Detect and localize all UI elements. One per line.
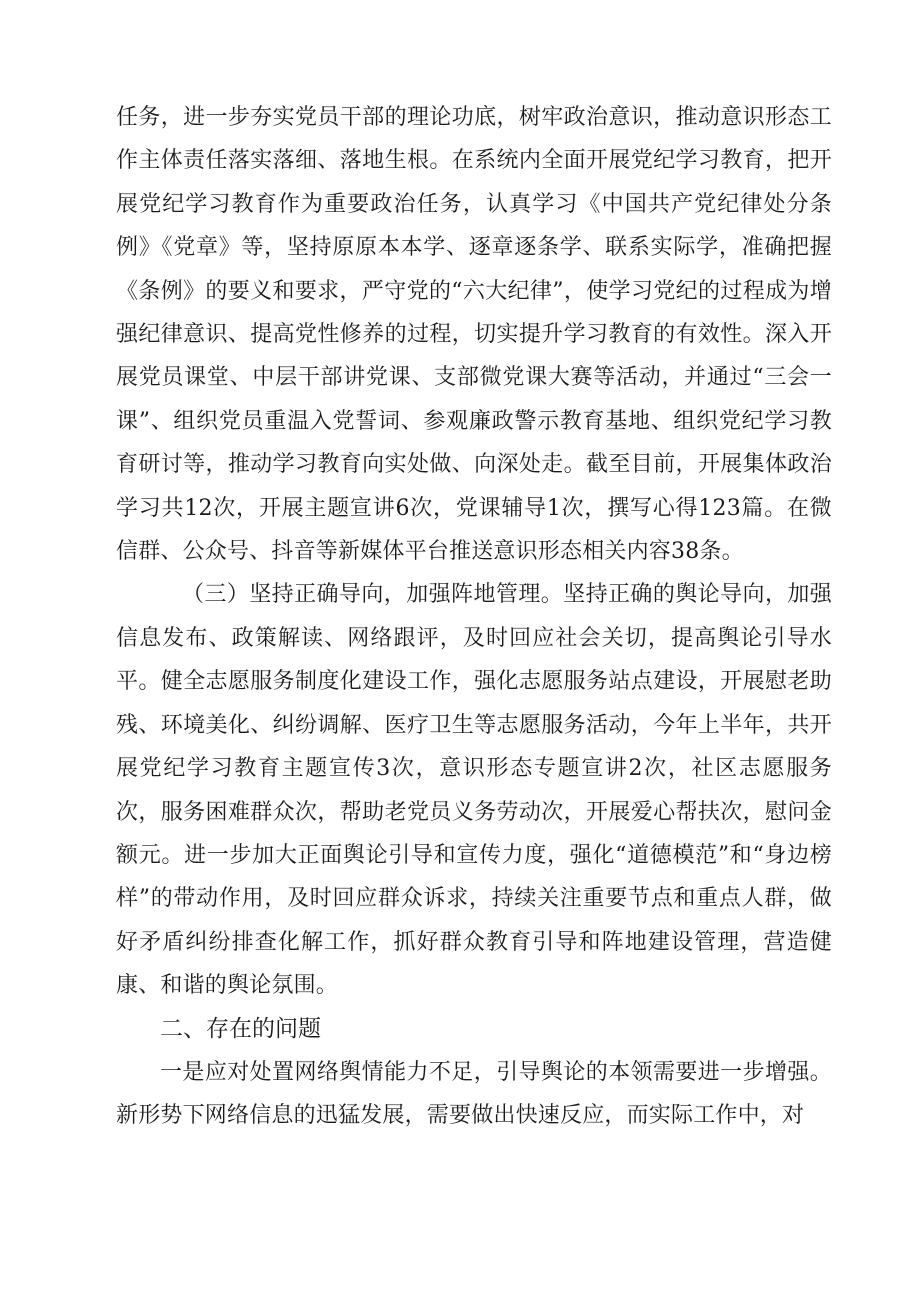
document-body bbox=[116, 96, 832, 1138]
paragraph-section-three: （三）坚持正确导向，加强阵地管理。坚持正确的舆论导向，加强信息发布、政策解读、网络跟评，及时回应社会关切，提高舆论引导水平。健全志愿服务制度化建设工作，强化志愿服务站点建设，开展慰老助残、环境美化、纠纷调解、医疗卫生等志愿服务活动，今年上半年，共开展党纪学习教育主题宣传3次，意识形态专题宣讲2次，社区志愿服务次，服务困难群众次，帮助老党员义务劳动次，开展爱心帮扶次，慰问金额元。进一步加大正面舆论引导和宣传力度，强化“道德模范”和“身边榜样”的带动作用，及时回应群众诉求，持续关注重要节点和重点人群，做好矛盾纠纷排查化解工作，抓好群众教育引导和阵地建设管理，营造健康、和谐的舆论氛围。 bbox=[116, 582, 832, 999]
section-heading: 二、存在的问题 bbox=[160, 1015, 321, 1042]
paragraph-body-continuation: 任务，进一步夯实党员干部的理论功底，树牢政治意识，推动意识形态工作主体责任落实落细、落地生根。在系统内全面开展党纪学习教育，把开展党纪学习教育作为重要政治任务，认真学习《中国共产党纪律处分条例》《党章》等，坚持原原本本学、逐章逐条学、联系实际学，准确把握《条例》的要义和要求，严守党的“六大纪律”，使学习党纪的过程成为增强纪律意识、提高党性修养的过程，切实提升学习教育的有效性。深入开展党员课堂、中层干部讲党课、支部微党课大赛等活动，并通过“三会一课”、组织党员重温入党誓词、参观廉政警示教育基地、组织党纪学习教育研讨等，推动学习教育向实处做、向深处走。截至目前，开展集体政治学习共12次，开展主题宣讲6次，党课辅导1次，撰写心得123篇。在微信群、公众号、抖音等新媒体平台推送意识形态相关内容38条。 bbox=[116, 105, 832, 565]
paragraph-problem-one: 一是应对处置网络舆情能力不足，引导舆论的本领需要进一步增强。新形势下网络信息的迅猛发展，需要做出快速反应，而实际工作中，对 bbox=[116, 1059, 832, 1129]
